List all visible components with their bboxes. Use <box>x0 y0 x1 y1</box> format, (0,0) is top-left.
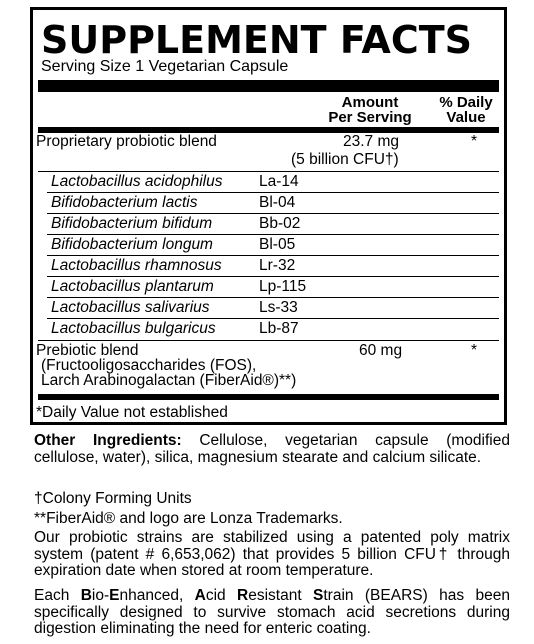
prebiotic-name: Prebiotic blend <box>36 342 139 359</box>
other-ingredients-label: Other Ingredients: <box>34 432 182 449</box>
strain-name: Bifidobacterium bifidum <box>51 215 213 232</box>
strain-name: Lactobacillus salivarius <box>51 299 210 316</box>
amount-header: Amount Per Serving <box>328 94 412 126</box>
strain-code: Bl-05 <box>259 236 296 253</box>
strain-code: Bb-02 <box>259 215 301 232</box>
row-divider <box>47 213 499 214</box>
strain-code: Lb-87 <box>259 320 299 337</box>
strain-name: Lactobacillus acidophilus <box>51 173 223 190</box>
blend-daily-value: * <box>471 133 478 150</box>
strain-name: Lactobacillus bulgaricus <box>51 320 216 337</box>
strain-name: Bifidobacterium lactis <box>51 194 198 211</box>
row-divider <box>47 234 499 235</box>
row-divider <box>47 297 499 298</box>
prebiotic-amount: 60 mg <box>359 342 403 359</box>
row-divider <box>38 340 499 341</box>
bears-note: Each Bio-Enhanced, Acid Resistant Strain (BEARS) has been specifically designed to survive stomach acid secretions during digestion eliminating the need for enteric coating. <box>34 587 510 638</box>
panel-title: SUPPLEMENT FACTS <box>41 18 473 62</box>
row-divider <box>47 255 499 256</box>
strain-code: Ls-33 <box>259 299 298 316</box>
other-ingredients-text: Cellulose, vegetarian capsule (modified cellulose, water), silica, magnesium stearate and calcium silicate. <box>34 432 510 466</box>
row-divider <box>47 318 499 319</box>
serving-size: Serving Size 1 Vegetarian Capsule <box>41 58 289 75</box>
strain-code: Bl-04 <box>259 194 296 211</box>
strain-name: Bifidobacterium longum <box>51 236 213 253</box>
prebiotic-fos: (Fructooligosaccharides (FOS), <box>41 357 257 374</box>
prebiotic-daily-value: * <box>471 342 478 359</box>
strain-code: Lr-32 <box>259 257 296 274</box>
strain-code: Lp-115 <box>259 278 307 295</box>
cfu-note: †Colony Forming Units <box>34 490 192 507</box>
strain-code: La-14 <box>259 173 299 190</box>
row-divider <box>38 171 499 172</box>
thick-divider <box>38 80 499 92</box>
blend-cfu: (5 billion CFU†) <box>291 151 399 168</box>
blend-name: Proprietary probiotic blend <box>36 133 217 150</box>
daily-value-footnote: *Daily Value not established <box>36 404 228 421</box>
strain-name: Lactobacillus rhamnosus <box>51 257 222 274</box>
trademark-note: **FiberAid® and logo are Lonza Trademarks. <box>34 510 343 527</box>
prebiotic-larch: Larch Arabinogalactan (FiberAid®)**) <box>41 372 297 389</box>
blend-amount: 23.7 mg <box>343 133 400 150</box>
row-divider <box>47 276 499 277</box>
strain-name: Lactobacillus plantarum <box>51 278 214 295</box>
other-ingredients <box>34 433 510 466</box>
footer-divider <box>38 394 499 400</box>
daily-value-header: % Daily Value <box>439 94 493 126</box>
supplement-facts-panel <box>30 7 507 425</box>
strain-stability-note: Our probiotic strains are stabilized using a patented poly matrix system (patent # 6,653,062) that provides 5 billion CFU† through expiration date when stored at room temperature. <box>34 529 510 580</box>
row-divider <box>47 192 499 193</box>
